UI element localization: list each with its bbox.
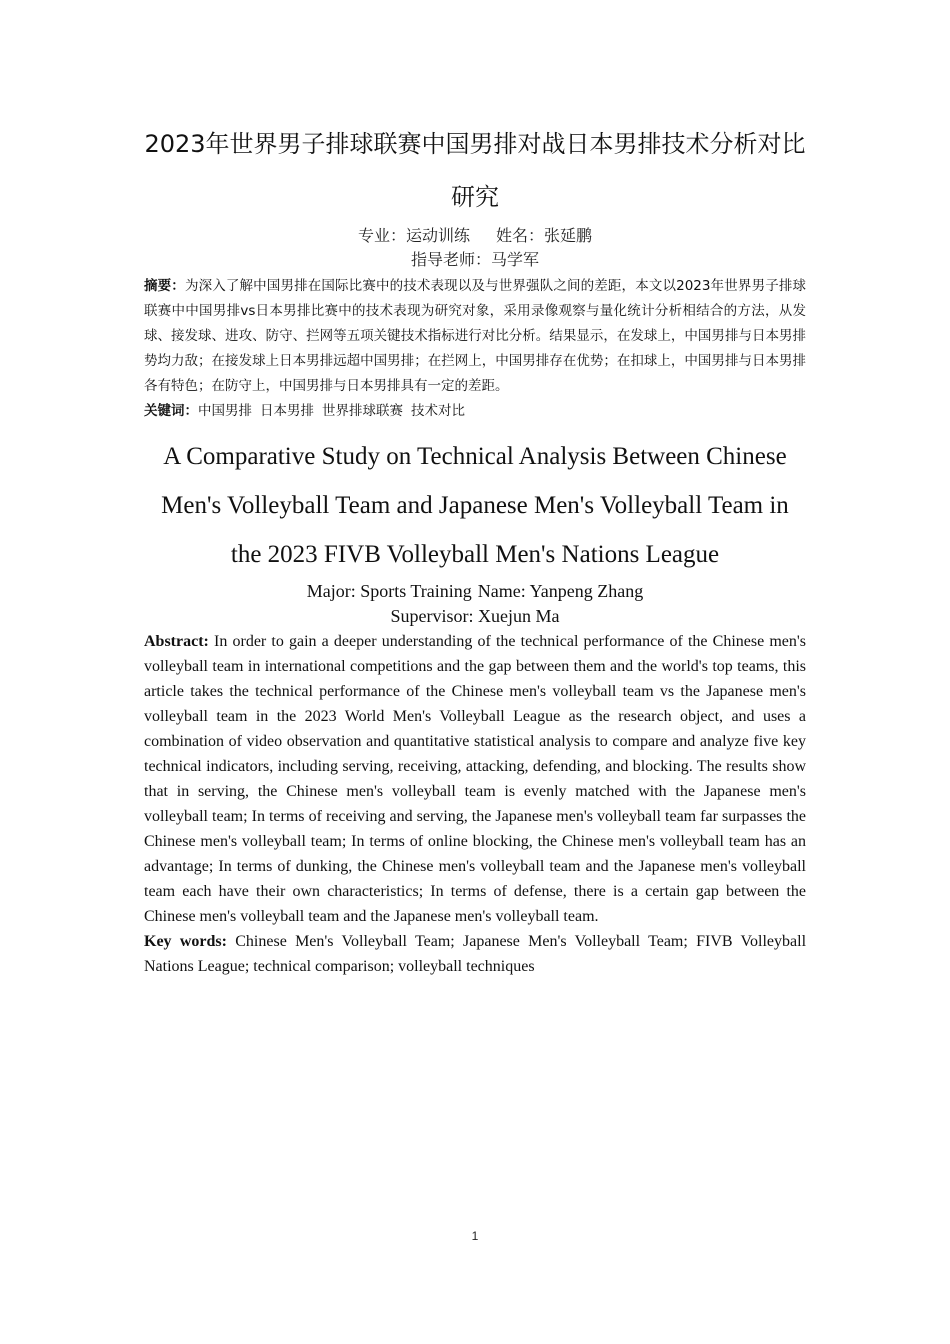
- chinese-abstract-label: 摘要：: [144, 278, 185, 294]
- english-abstract-text: In order to gain a deeper understanding of the technical performance of the Chinese men's volleyball team in international competitions and the gap between them and the world's top teams, this article takes the technical performance of the Chinese men's volleyball team vs the Japanese men's volleyball team in the 2023 World Men's Volleyball League as the research object, and uses a combination of video observation and quantitative statistical analysis to compare and analyze five key technical indicators, including serving, receiving, attacking, defending, and blocking. The results show that in serving, the Chinese men's volleyball team is evenly matched with the Japanese men's volleyball team; In terms of receiving and serving, the Japanese men's volleyball team far surpasses the Chinese men's volleyball team; In terms of online blocking, the Chinese men's volleyball team has an advantage; In terms of dunking, the Chinese men's volleyball team and the Japanese men's volleyball team each have their own characteristics; In terms of defense, there is a certain gap between the Chinese men's volleyball team and the Japanese men's volleyball team.: [144, 633, 807, 925]
- english-abstract-label: Abstract:: [144, 633, 209, 650]
- chinese-keyword: 中国男排: [198, 403, 252, 419]
- chinese-major: 专业：运动训练: [357, 226, 470, 245]
- english-supervisor: Supervisor: Xuejun Ma: [390, 606, 560, 626]
- chinese-keyword: 技术对比: [411, 403, 465, 419]
- english-major: Major: Sports Training: [306, 581, 472, 601]
- chinese-supervisor: 指导老师：马学军: [410, 250, 539, 269]
- chinese-title: 2023年世界男子排球联赛中国男排对战日本男排技术分析对比研究: [144, 130, 806, 211]
- chinese-abstract: [144, 274, 806, 399]
- english-keywords-label: Key words:: [144, 933, 227, 950]
- english-title: A Comparative Study on Technical Analysis Between Chinese Men's Volleyball Team and Japanese Men's Volleyball Team in the 2023 FIVB Volleyball Men's Nations League: [161, 443, 789, 568]
- chinese-keyword: 世界排球联赛: [322, 403, 403, 419]
- english-name: Name: Yanpeng Zhang: [477, 581, 644, 601]
- chinese-keywords-label: 关键词：: [144, 403, 198, 419]
- english-keywords: [144, 929, 806, 979]
- english-author-line: [144, 579, 806, 604]
- english-keywords-text: Chinese Men's Volleyball Team; Japanese Men's Volleyball Team; FIVB Volleyball Nations League; technical comparison; volleyball techniques: [144, 933, 807, 975]
- chinese-keyword: 日本男排: [260, 403, 314, 419]
- paper-page: [144, 118, 806, 979]
- chinese-author-line: [144, 224, 806, 248]
- chinese-abstract-text: 为深入了解中国男排在国际比赛中的技术表现以及与世界强队之间的差距，本文以2023年世界男子排球联赛中中国男排vs日本男排比赛中的技术表现为研究对象，采用录像观察与量化统计分析相结合的方法，从发球、接发球、进攻、防守、拦网等五项关键技术指标进行对比分析。结果显示，在发球上，中国男排与日本男排势均力敌；在接发球上日本男排远超中国男排；在拦网上，中国男排存在优势；在扣球上，中国男排与日本男排各有特色；在防守上，中国男排与日本男排具有一定的差距。: [144, 278, 807, 394]
- chinese-keywords: [144, 399, 806, 424]
- english-abstract: [144, 629, 806, 929]
- chinese-name: 姓名：张延鹏: [496, 226, 593, 245]
- page-number: 1: [471, 1229, 479, 1243]
